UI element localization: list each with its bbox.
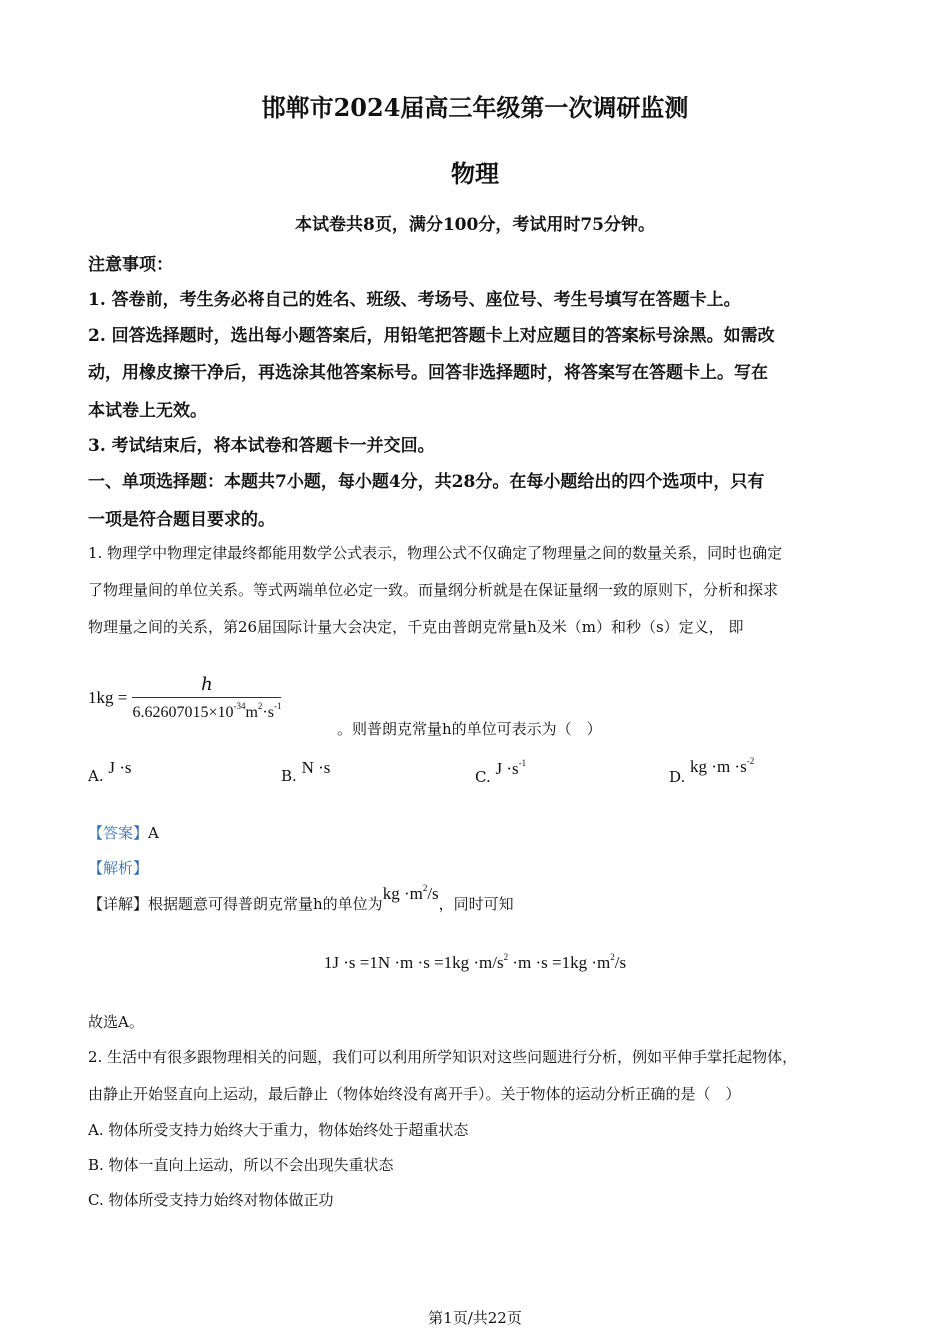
formula-denominator: $6.62607015\times 10^{-34}m^2\cdot s^{-1}$ (132, 697, 281, 722)
q1-formula (88, 674, 281, 722)
formula-tail: 。则普朗克常量h的单位可表示为（ ） (337, 720, 602, 738)
q1-answer: 【答案】A (88, 824, 159, 842)
exam-info: 本试卷共8页，满分100分，考试用时75分钟。 (295, 215, 655, 235)
notice-item-2-line-1: 2. 回答选择题时，选出每小题答案后，用铅笔把答题卡上对应题目的答案标号涂黑。如需改 (88, 326, 775, 346)
q2-option-c: C. 物体所受支持力始终对物体做正功 (88, 1191, 334, 1209)
q1-conclusion: 故选A。 (88, 1013, 144, 1031)
q1-option-d: D. kg $\cdot m \cdot s^{-2}$ (669, 756, 755, 786)
q2-line-2: 由静止开始竖直向上运动，最后静止（物体始终没有离开手）。关于物体的运动分析正确的是（ ） (88, 1085, 741, 1103)
notice-item-2-line-3: 本试卷上无效。 (88, 401, 207, 421)
q1-equation: $1J \cdot s =1N \cdot m \cdot s =1kg \cdot m/s^2 \cdot m \cdot s =1kg \cdot m^2/s$ (323, 952, 627, 972)
q2-line-1: 2. 生活中有很多跟物理相关的问题，我们可以利用所学知识对这些问题进行分析，例如平伸手掌托起物体， (88, 1048, 798, 1066)
notice-item-1: 1. 答卷前，考生务必将自己的姓名、班级、考场号、座位号、考生号填写在答题卡上。 (88, 290, 741, 310)
formula-lhs: 1kg = (88, 688, 128, 707)
q1-analysis-tag: 【解析】 (88, 859, 149, 877)
q1-line-1: 1. 物理学中物理定律最终都能用数学公式表示，物理公式不仅确定了物理量之间的数量关系，同时也确定 (88, 544, 783, 562)
notice-item-2-line-2: 动，用橡皮擦干净后，再选涂其他答案标号。回答非选择题时，将答案写在答题卡上。写在 (88, 363, 768, 383)
formula-fraction (132, 674, 281, 722)
notice-heading: 注意事项： (88, 255, 173, 275)
q1-option-a: A. J ·s (88, 758, 132, 785)
q1-option-c: C. $J \cdot s^{-1}$ (475, 758, 527, 786)
q1-line-3: 物理量之间的关系，第26届国际计量大会决定，千克由普朗克常量h及米（m）和秒（s）定义， 即 (88, 618, 744, 636)
subject-title: 物理 (451, 159, 499, 188)
section-1-line-1: 一、单项选择题：本题共7小题，每小题4分，共28分。在每小题给出的四个选项中，只有 (88, 472, 765, 492)
page-footer: 第1页/共22页 (428, 1309, 522, 1327)
q2-option-b: B. 物体一直向上运动，所以不会出现失重状态 (88, 1156, 394, 1174)
q1-detail: 【详解】根据题意可得普朗克常量h的单位为kg $\cdot m^2/s$，同时可知 (88, 883, 514, 913)
notice-item-3: 3. 考试结束后，将本试卷和答题卡一并交回。 (88, 436, 435, 456)
q1-line-2: 了物理量间的单位关系。等式两端单位必定一致。而量纲分析就是在保证量纲一致的原则下，分析和探求 (88, 581, 779, 599)
section-1-line-2: 一项是符合题目要求的。 (88, 510, 275, 530)
exam-title: 邯郸市2024届高三年级第一次调研监测 (261, 93, 689, 122)
formula-numerator: h (201, 674, 213, 695)
q1-option-b: B. N ·s (281, 758, 331, 785)
q2-option-a: A. 物体所受支持力始终大于重力，物体始终处于超重状态 (88, 1121, 469, 1139)
